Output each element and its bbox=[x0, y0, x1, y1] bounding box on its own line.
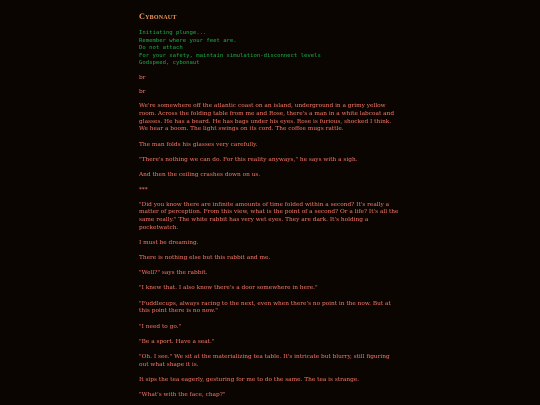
story-paragraph: There is nothing else but this rabbit and me. bbox=[139, 255, 271, 262]
console-line: Godspeed, cybonaut bbox=[139, 60, 200, 67]
story-paragraph: "There's nothing we can do. For this reality anyways," he says with a sigh. bbox=[139, 156, 358, 163]
story-paragraph: "I knew that. I also know there's a door somewhere in here." bbox=[139, 285, 318, 292]
story-paragraph: "Well?" says the rabbit. bbox=[139, 270, 208, 277]
story-column bbox=[139, 12, 401, 405]
console-line: Do not attach bbox=[139, 45, 183, 52]
scene-separator: *** bbox=[139, 187, 148, 194]
story-paragraph: I must be dreaming. bbox=[139, 239, 199, 246]
game-title: Cybonaut bbox=[139, 12, 177, 21]
console-line: For your safety, maintain simulation-disconnect levels bbox=[139, 52, 321, 59]
console-line: Initiating plunge... bbox=[139, 30, 207, 36]
story-paragraph: "Did you know there are infinite amounts of time folded within a second? It's really a matter of perception. From this view, what is the point of a second? Or a life? It's all the same really." The white rabbit has very wet eyes. They are dark. It's holding a pocketwatch. bbox=[139, 201, 399, 231]
story-paragraph: "Oh. I see." We sit at the materializing tea table. It's intricate but blurry, still figuring out what shape it is. bbox=[139, 353, 390, 368]
line-break-marker: br bbox=[139, 89, 146, 96]
story-paragraph: "What's with the face, chap?" bbox=[139, 392, 226, 399]
console-line: Remember where your feet are. bbox=[139, 37, 237, 44]
story-paragraph: "Fuddlecups, always racing to the next, even when there's no point in the now. But at this point there is no now." bbox=[139, 300, 391, 315]
console-output bbox=[139, 30, 401, 68]
story-paragraph: The man folds his glasses very carefully. bbox=[139, 141, 258, 148]
story-paragraph: "I need to go." bbox=[139, 323, 182, 330]
story-paragraph: And then the ceiling crashes down on us. bbox=[139, 172, 261, 179]
story-paragraph: We're somewhere off the atlantic coast on an island, underground in a grimy yellow room. Across the folding table from me and Rose, there's a man in a white labcoat and glasses. He has a beard. He has bags under his eyes. Rose is furious, shocked I think. We hear a boom. The light swings on its cord. The coffee mugs rattle. bbox=[139, 103, 395, 133]
story-paragraph: It sips the tea eagerly, gesturing for me to do the same. The tea is strange. bbox=[139, 376, 360, 383]
line-break-marker: br bbox=[139, 74, 146, 81]
story-paragraph: "Be a sport. Have a seat." bbox=[139, 338, 215, 345]
